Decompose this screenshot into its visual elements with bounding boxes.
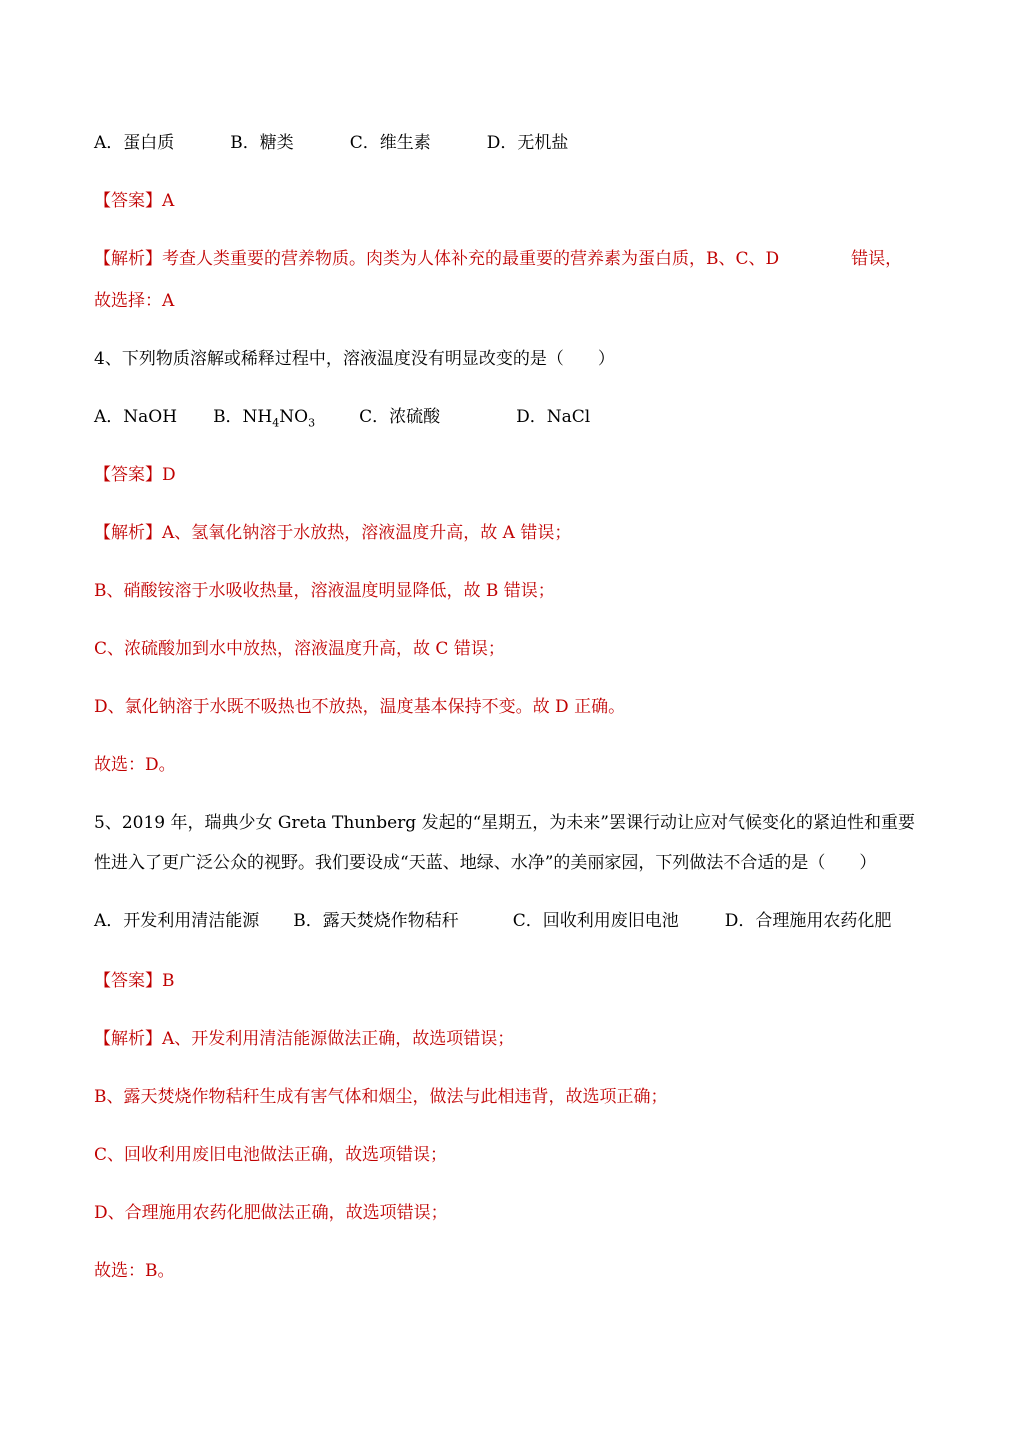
q5-stem-line-1: 5、2019 年，瑞典少女 Greta Thunberg 发起的“星期五，为未来”罢课行动让应对气候变化的紧迫性和重要 <box>94 813 915 833</box>
q4-analysis-d: D、氯化钠溶于水既不吸热也不放热，温度基本保持不变。故 D 正确。 <box>94 697 626 717</box>
q4-option-d: D．NaCl <box>516 407 591 427</box>
q3-analysis-tag: 【解析】 <box>94 249 162 269</box>
q4-answer-value: D <box>162 465 176 485</box>
q5-analysis-a <box>94 1028 514 1050</box>
q4-option-b-subscript-2: 3 <box>308 416 316 430</box>
q3-answer-tag: 【答案】 <box>94 191 162 211</box>
q4-analysis-c: C、浓硫酸加到水中放热，溶液温度升高，故 C 错误； <box>94 639 505 659</box>
q3-option-b: B．糖类 <box>230 133 294 153</box>
q3-option-c: C．维生素 <box>349 133 431 153</box>
q3-options-row <box>94 132 568 154</box>
q3-answer <box>94 190 174 212</box>
q5-stem-line-2: 性进入了更广泛公众的视野。我们要设成“天蓝、地绿、水净”的美丽家园，下列做法不合适的是（ ） <box>94 853 877 873</box>
q4-option-b-text-2: NO <box>279 407 309 427</box>
q4-conclusion: 故选：D。 <box>94 755 176 775</box>
q5-conclusion: 故选：B。 <box>94 1261 175 1281</box>
q5-option-c: C．回收利用废旧电池 <box>512 911 679 931</box>
q5-analysis-d: D、合理施用农药化肥做法正确，故选项错误； <box>94 1203 448 1223</box>
q5-answer-tag: 【答案】 <box>94 971 162 991</box>
q5-options-row <box>94 910 891 932</box>
q4-analysis-b: B、硝酸铵溶于水吸收热量，溶液温度明显降低，故 B 错误； <box>94 581 555 601</box>
q5-analysis-tag: 【解析】 <box>94 1029 162 1049</box>
q4-option-b-text: B．NH <box>213 407 273 427</box>
q3-analysis-line-2: 故选择：A <box>94 291 175 311</box>
q5-answer <box>94 970 175 992</box>
q5-analysis-a-text: A、开发利用清洁能源做法正确，故选项错误； <box>162 1029 515 1049</box>
q3-analysis-text-1b: 错误， <box>851 249 903 269</box>
q5-option-b: B．露天焚烧作物秸秆 <box>293 911 459 931</box>
q3-option-d: D．无机盐 <box>486 133 569 153</box>
q4-option-b-subscript-1: 4 <box>272 416 280 430</box>
q4-options-row <box>94 406 590 428</box>
q4-analysis-a <box>94 522 571 544</box>
q3-option-a: A．蛋白质 <box>94 133 175 153</box>
q4-answer-tag: 【答案】 <box>94 465 162 485</box>
q4-option-c: C．浓硫酸 <box>359 407 441 427</box>
q4-stem: 4、下列物质溶解或稀释过程中，溶液温度没有明显改变的是（ ） <box>94 349 615 369</box>
q5-option-a: A．开发利用清洁能源 <box>94 911 260 931</box>
q5-answer-value: B <box>162 971 175 991</box>
q4-option-a: A．NaOH <box>94 407 178 427</box>
q3-analysis-text-1a: 考查人类重要的营养物质。肉类为人体补充的最重要的营养素为蛋白质，B、C、D <box>162 249 780 269</box>
q4-analysis-tag: 【解析】 <box>94 523 162 543</box>
q3-answer-value: A <box>162 191 175 211</box>
q5-option-d: D．合理施用农药化肥 <box>724 911 892 931</box>
q4-analysis-a-text: A、氢氧化钠溶于水放热，溶液温度升高，故 A 错误； <box>162 523 572 543</box>
q4-option-b <box>213 406 315 428</box>
q5-analysis-c: C、回收利用废旧电池做法正确，故选项错误； <box>94 1145 448 1165</box>
q5-analysis-b: B、露天焚烧作物秸秆生成有害气体和烟尘，做法与此相违背，故选项正确； <box>94 1087 668 1107</box>
q3-analysis-line-1 <box>94 248 902 270</box>
q4-answer <box>94 464 176 486</box>
